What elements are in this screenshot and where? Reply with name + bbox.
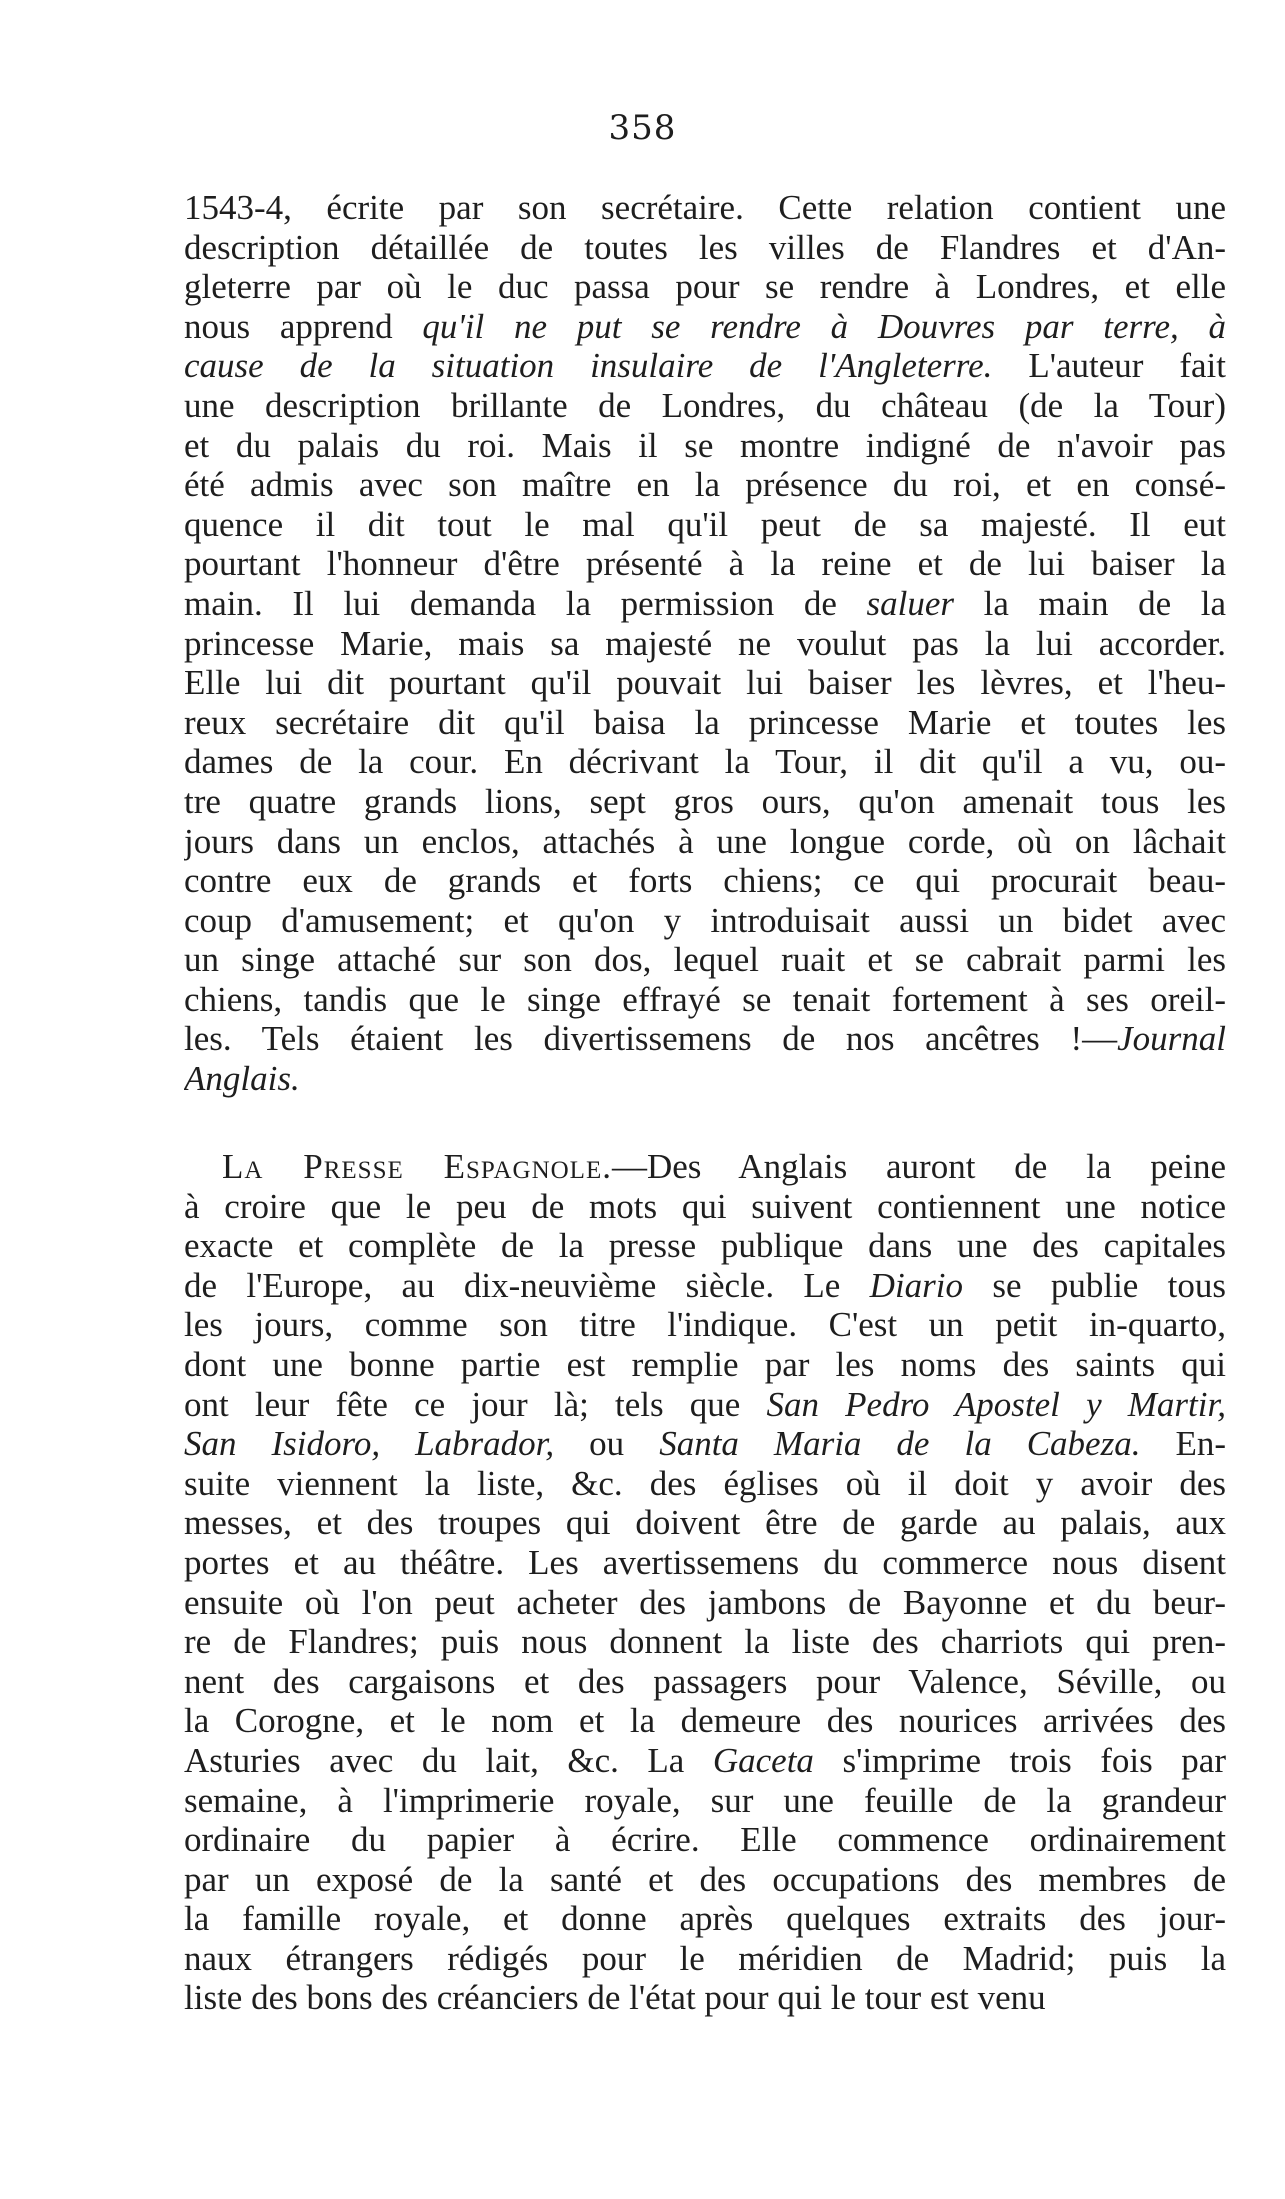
text-line xyxy=(184,1266,1226,1306)
text-run: description détaillée de toutes les villes de Flandres et d'An- xyxy=(184,227,1226,267)
text-run: les jours, comme son titre l'indique. C'est un petit in-quarto, xyxy=(184,1305,1226,1345)
text-run: semaine, à l'imprimerie royale, sur une feuille de la grandeur xyxy=(184,1780,1226,1820)
italic-text: saluer xyxy=(866,583,955,623)
text-run: à croire que le peu de mots qui suivent contiennent une notice xyxy=(184,1186,1226,1226)
text-run: En- xyxy=(1140,1424,1226,1464)
text-line xyxy=(184,1059,1226,1099)
text-run: re de Flandres; puis nous donnent la liste des charriots qui pren- xyxy=(184,1622,1226,1662)
italic-text: Diario xyxy=(869,1265,964,1305)
text-line xyxy=(184,505,1226,545)
text-run: pourtant l'honneur d'être présenté à la reine et de lui baiser la xyxy=(184,544,1226,584)
text-line xyxy=(184,1424,1226,1464)
text-line xyxy=(184,1899,1226,1939)
text-run: Asturies avec du lait, &c. La xyxy=(184,1740,713,1780)
text-run: les. Tels étaient les divertissemens de nos ancêtres !— xyxy=(184,1019,1118,1059)
text-line xyxy=(184,940,1226,980)
text-run: chiens, tandis que le singe effrayé se tenait fortement à ses oreil- xyxy=(184,979,1226,1019)
text-run: dames de la cour. En décrivant la Tour, il dit qu'il a vu, ou- xyxy=(184,742,1226,782)
text-run: —Des Anglais auront de la peine xyxy=(611,1147,1226,1186)
text-line xyxy=(184,624,1226,664)
text-line xyxy=(184,1503,1226,1543)
text-run: reux secrétaire dit qu'il baisa la princesse Marie et toutes les xyxy=(184,702,1226,742)
text-run: jours dans un enclos, attachés à une longue corde, où on lâchait xyxy=(184,821,1226,861)
text-run: quence il dit tout le mal qu'il peut de sa majesté. Il eut xyxy=(184,504,1226,544)
text-run: exacte et complète de la presse publique dans une des capitales xyxy=(184,1226,1226,1266)
text-line xyxy=(184,1662,1226,1702)
italic-text: Anglais. xyxy=(184,1059,300,1099)
text-run: une description brillante de Londres, du château (de la Tour) xyxy=(184,385,1226,425)
text-run: un singe attaché sur son dos, lequel ruait et se cabrait parmi les xyxy=(184,940,1226,980)
text-line xyxy=(184,1781,1226,1821)
text-line xyxy=(184,861,1226,901)
text-run: naux étrangers rédigés pour le méridien de Madrid; puis la xyxy=(184,1938,1226,1978)
text-line xyxy=(184,1622,1226,1662)
text-line xyxy=(184,1187,1226,1227)
text-line xyxy=(184,1226,1226,1266)
text-line xyxy=(184,1345,1226,1385)
text-line xyxy=(184,663,1226,703)
text-run: suite viennent la liste, &c. des églises où il doit y avoir des xyxy=(184,1463,1226,1503)
text-run: 1543-4, écrite par son secrétaire. Cette relation contient une xyxy=(184,188,1226,227)
article-london-journal xyxy=(184,188,1226,1099)
text-line xyxy=(184,346,1226,386)
text-line xyxy=(184,1978,1226,2018)
text-run: été admis avec son maître en la présence du roi, et en consé- xyxy=(184,465,1226,505)
text-run: liste des bons des créanciers de l'état pour qui le tour est venu xyxy=(184,1978,1046,2018)
text-run: princesse Marie, mais sa majesté ne voulut pas la lui accorder. xyxy=(184,623,1226,663)
page-number: 358 xyxy=(608,108,677,148)
text-line xyxy=(184,1583,1226,1623)
text-line xyxy=(184,1701,1226,1741)
text-run: nent des cargaisons et des passagers pour Valence, Séville, ou xyxy=(184,1661,1226,1701)
text-run: par un exposé de la santé et des occupations des membres de xyxy=(184,1859,1226,1899)
italic-text: Santa Maria de la Cabeza. xyxy=(659,1424,1141,1464)
text-run: L'auteur fait xyxy=(992,346,1226,386)
text-line xyxy=(184,584,1226,624)
text-line xyxy=(184,1464,1226,1504)
text-line xyxy=(184,1147,1226,1187)
text-run: se publie tous xyxy=(963,1265,1226,1305)
text-run: tre quatre grands lions, sept gros ours, qu'on amenait tous les xyxy=(184,781,1226,821)
text-run: ont leur fête ce jour là; tels que xyxy=(184,1384,767,1424)
text-run: nous apprend xyxy=(184,306,423,346)
italic-text: qu'il ne put se rendre à Douvres par terre, à xyxy=(422,306,1226,346)
text-run: gleterre par où le duc passa pour se rendre à Londres, et elle xyxy=(184,267,1226,307)
text-run: Elle lui dit pourtant qu'il pouvait lui baiser les lèvres, et l'heu- xyxy=(184,663,1226,703)
text-line xyxy=(184,267,1226,307)
italic-text: Journal xyxy=(1117,1019,1226,1059)
text-line xyxy=(184,1939,1226,1979)
text-line xyxy=(184,1543,1226,1583)
text-line xyxy=(184,1860,1226,1900)
text-line xyxy=(184,544,1226,584)
text-run: ordinaire du papier à écrire. Elle commence ordinairement xyxy=(184,1820,1226,1860)
text-run: ou xyxy=(554,1424,660,1464)
text-line xyxy=(184,1385,1226,1425)
text-run: de l'Europe, au dix-neuvième siècle. Le xyxy=(184,1265,870,1305)
text-line xyxy=(184,822,1226,862)
italic-text: Gaceta xyxy=(712,1740,814,1780)
text-run: la Corogne, et le nom et la demeure des nourices arrivées des xyxy=(184,1701,1226,1741)
text-line xyxy=(184,188,1226,228)
article-spanish-press xyxy=(184,1147,1226,2018)
text-line xyxy=(184,307,1226,347)
text-line xyxy=(184,1820,1226,1860)
text-line xyxy=(184,1305,1226,1345)
italic-text: San Isidoro, Labrador, xyxy=(184,1424,555,1464)
text-line xyxy=(184,465,1226,505)
text-line xyxy=(184,228,1226,268)
section-heading: La Presse Espagnole. xyxy=(222,1147,612,1186)
text-run: main. Il lui demanda la permission de xyxy=(184,583,867,623)
text-run: s'imprime trois fois par xyxy=(813,1740,1226,1780)
text-line xyxy=(184,1741,1226,1781)
text-line xyxy=(184,386,1226,426)
text-line xyxy=(184,1019,1226,1059)
text-line xyxy=(184,782,1226,822)
italic-text: cause de la situation insulaire de l'Angleterre. xyxy=(184,346,993,386)
text-line xyxy=(184,426,1226,466)
text-run: contre eux de grands et forts chiens; ce qui procurait beau- xyxy=(184,861,1226,901)
text-line xyxy=(184,980,1226,1020)
text-run: messes, et des troupes qui doivent être de garde au palais, aux xyxy=(184,1503,1226,1543)
text-run: la main de la xyxy=(954,583,1226,623)
text-line xyxy=(184,901,1226,941)
text-run: portes et au théâtre. Les avertissemens du commerce nous disent xyxy=(184,1542,1226,1582)
italic-text: San Pedro Apostel y Martir, xyxy=(766,1384,1226,1424)
text-line xyxy=(184,742,1226,782)
text-run: la famille royale, et donne après quelques extraits des jour- xyxy=(184,1899,1226,1939)
text-run: ensuite où l'on peut acheter des jambons de Bayonne et du beur- xyxy=(184,1582,1226,1622)
text-run: dont une bonne partie est remplie par les noms des saints qui xyxy=(184,1344,1226,1384)
text-line xyxy=(184,703,1226,743)
text-run: coup d'amusement; et qu'on y introduisait aussi un bidet avec xyxy=(184,900,1226,940)
text-run: et du palais du roi. Mais il se montre indigné de n'avoir pas xyxy=(184,425,1226,465)
